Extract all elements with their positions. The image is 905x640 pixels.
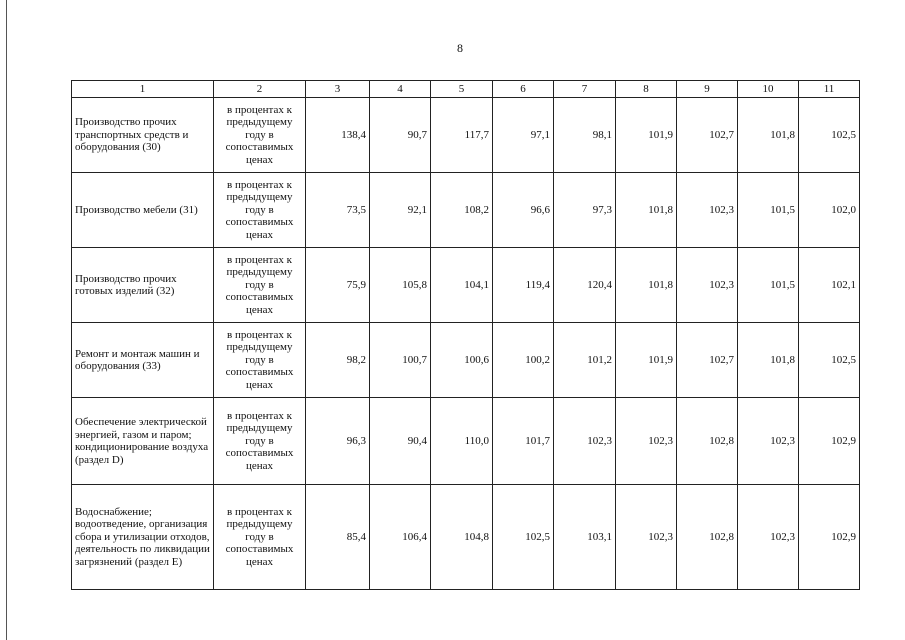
row-unit: в процентах к предыдущему году в сопоставимых ценах xyxy=(214,98,306,173)
value-cell: 98,1 xyxy=(554,98,616,173)
value-cell: 97,3 xyxy=(554,173,616,248)
value-cell: 138,4 xyxy=(306,98,370,173)
value-cell: 119,4 xyxy=(493,248,554,323)
column-header: 9 xyxy=(677,81,738,98)
value-cell: 97,1 xyxy=(493,98,554,173)
value-cell: 102,1 xyxy=(799,248,860,323)
column-header: 7 xyxy=(554,81,616,98)
value-cell: 102,7 xyxy=(677,98,738,173)
value-cell: 101,8 xyxy=(616,173,677,248)
value-cell: 102,7 xyxy=(677,323,738,398)
row-unit: в процентах к предыдущему году в сопоставимых ценах xyxy=(214,398,306,485)
value-cell: 102,5 xyxy=(799,323,860,398)
column-header: 2 xyxy=(214,81,306,98)
value-cell: 101,7 xyxy=(493,398,554,485)
value-cell: 96,6 xyxy=(493,173,554,248)
value-cell: 92,1 xyxy=(370,173,431,248)
value-cell: 104,8 xyxy=(431,485,493,590)
value-cell: 103,1 xyxy=(554,485,616,590)
column-header: 10 xyxy=(738,81,799,98)
value-cell: 100,6 xyxy=(431,323,493,398)
table-row xyxy=(72,485,860,590)
row-unit: в процентах к предыдущему году в сопоставимых ценах xyxy=(214,173,306,248)
table-row xyxy=(72,248,860,323)
row-indicator-name: Производство прочих транспортных средств и оборудования (30) xyxy=(72,98,214,173)
value-cell: 101,8 xyxy=(738,323,799,398)
value-cell: 75,9 xyxy=(306,248,370,323)
value-cell: 73,5 xyxy=(306,173,370,248)
value-cell: 106,4 xyxy=(370,485,431,590)
row-indicator-name: Ремонт и монтаж машин и оборудования (33) xyxy=(72,323,214,398)
column-header: 4 xyxy=(370,81,431,98)
column-header: 3 xyxy=(306,81,370,98)
table-row xyxy=(72,323,860,398)
value-cell: 102,3 xyxy=(738,485,799,590)
page-number: 8 xyxy=(457,41,463,55)
value-cell: 90,7 xyxy=(370,98,431,173)
row-indicator-name: Водоснабжение; водоотведение, организация сбора и утилизации отходов, деятельность по ликвидации загрязнений (раздел E) xyxy=(72,485,214,590)
value-cell: 90,4 xyxy=(370,398,431,485)
row-unit: в процентах к предыдущему году в сопоставимых ценах xyxy=(214,248,306,323)
value-cell: 102,5 xyxy=(799,98,860,173)
row-indicator-name: Производство прочих готовых изделий (32) xyxy=(72,248,214,323)
column-header: 1 xyxy=(72,81,214,98)
value-cell: 108,2 xyxy=(431,173,493,248)
row-indicator-name: Обеспечение электрической энергией, газом и паром; кондиционирование воздуха (раздел D) xyxy=(72,398,214,485)
column-header: 6 xyxy=(493,81,554,98)
table-header-row xyxy=(72,81,860,98)
row-unit: в процентах к предыдущему году в сопоставимых ценах xyxy=(214,485,306,590)
value-cell: 102,9 xyxy=(799,485,860,590)
column-header: 11 xyxy=(799,81,860,98)
value-cell: 101,2 xyxy=(554,323,616,398)
value-cell: 110,0 xyxy=(431,398,493,485)
column-header: 8 xyxy=(616,81,677,98)
value-cell: 102,3 xyxy=(554,398,616,485)
value-cell: 85,4 xyxy=(306,485,370,590)
value-cell: 102,3 xyxy=(738,398,799,485)
value-cell: 102,3 xyxy=(677,173,738,248)
value-cell: 101,5 xyxy=(738,248,799,323)
table-row xyxy=(72,173,860,248)
value-cell: 102,9 xyxy=(799,398,860,485)
value-cell: 101,9 xyxy=(616,98,677,173)
row-unit: в процентах к предыдущему году в сопоставимых ценах xyxy=(214,323,306,398)
statistics-table xyxy=(71,80,860,590)
value-cell: 98,2 xyxy=(306,323,370,398)
value-cell: 102,5 xyxy=(493,485,554,590)
value-cell: 117,7 xyxy=(431,98,493,173)
value-cell: 101,8 xyxy=(738,98,799,173)
value-cell: 101,8 xyxy=(616,248,677,323)
value-cell: 102,0 xyxy=(799,173,860,248)
value-cell: 102,3 xyxy=(616,485,677,590)
column-header: 5 xyxy=(431,81,493,98)
value-cell: 96,3 xyxy=(306,398,370,485)
value-cell: 120,4 xyxy=(554,248,616,323)
value-cell: 100,2 xyxy=(493,323,554,398)
table-row xyxy=(72,98,860,173)
value-cell: 100,7 xyxy=(370,323,431,398)
value-cell: 104,1 xyxy=(431,248,493,323)
page-left-edge xyxy=(6,0,7,640)
value-cell: 102,3 xyxy=(616,398,677,485)
value-cell: 101,5 xyxy=(738,173,799,248)
value-cell: 101,9 xyxy=(616,323,677,398)
row-indicator-name: Производство мебели (31) xyxy=(72,173,214,248)
value-cell: 102,8 xyxy=(677,485,738,590)
value-cell: 105,8 xyxy=(370,248,431,323)
table-row xyxy=(72,398,860,485)
value-cell: 102,8 xyxy=(677,398,738,485)
value-cell: 102,3 xyxy=(677,248,738,323)
